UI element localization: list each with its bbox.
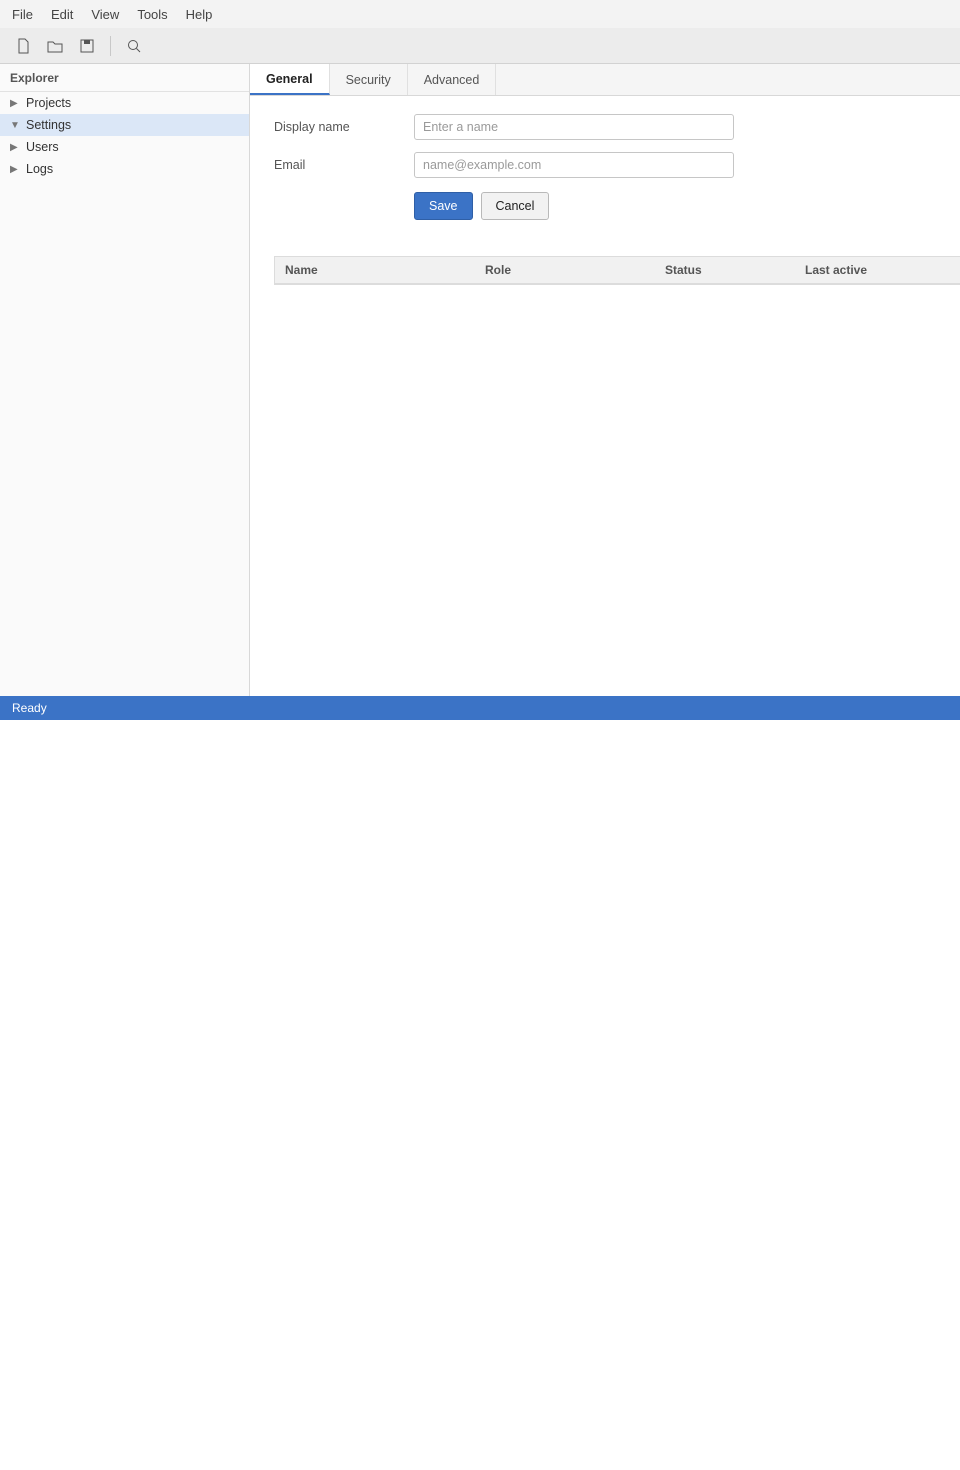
tab-advanced[interactable]: Advanced bbox=[408, 64, 497, 95]
tab-general[interactable]: General bbox=[250, 64, 330, 95]
tree-item-label: Logs bbox=[26, 162, 54, 176]
tree-item-logs[interactable] bbox=[0, 158, 249, 180]
search-icon bbox=[126, 38, 142, 54]
left-pane bbox=[0, 64, 250, 720]
open-button[interactable] bbox=[42, 34, 68, 58]
tab-bar bbox=[250, 64, 960, 96]
tree-item-projects[interactable] bbox=[0, 92, 249, 114]
chevron-right-icon: ▶ bbox=[10, 141, 18, 153]
save-button[interactable]: Save bbox=[414, 192, 473, 220]
form-actions bbox=[274, 192, 960, 220]
save-toolbar-button[interactable] bbox=[74, 34, 100, 58]
main-panel bbox=[250, 64, 960, 720]
menu-view[interactable]: View bbox=[91, 6, 120, 22]
form-row bbox=[274, 152, 960, 178]
column-header[interactable]: Name bbox=[285, 263, 318, 277]
toolbar-separator bbox=[110, 36, 111, 56]
toolbar bbox=[0, 28, 960, 64]
display-name-input[interactable] bbox=[414, 114, 734, 140]
column-header[interactable]: Status bbox=[665, 263, 702, 277]
menu-bar bbox=[0, 0, 960, 28]
tree-item-users[interactable] bbox=[0, 136, 249, 158]
chevron-right-icon: ▶ bbox=[10, 163, 18, 175]
folder-icon bbox=[47, 38, 63, 54]
new-file-icon bbox=[15, 38, 31, 54]
status-bar bbox=[0, 696, 960, 720]
column-header[interactable]: Last active bbox=[805, 263, 868, 277]
settings-form bbox=[250, 96, 960, 238]
cancel-button[interactable]: Cancel bbox=[481, 192, 550, 220]
new-button[interactable] bbox=[10, 34, 36, 58]
menu-edit[interactable]: Edit bbox=[50, 6, 74, 22]
search-button[interactable] bbox=[121, 34, 147, 58]
email-input[interactable] bbox=[414, 152, 734, 178]
chevron-right-icon: ▶ bbox=[10, 97, 18, 109]
tree-item-label: Settings bbox=[26, 118, 72, 132]
pane-title: Explorer bbox=[0, 64, 249, 92]
column-header[interactable]: Role bbox=[485, 263, 512, 277]
menu-file[interactable]: File bbox=[12, 6, 33, 22]
tree-item-settings[interactable] bbox=[0, 114, 249, 136]
save-icon bbox=[79, 38, 95, 54]
form-row bbox=[274, 114, 960, 140]
tree-item-label: Projects bbox=[26, 96, 72, 110]
status-text: Ready bbox=[12, 701, 47, 715]
email-label: Email bbox=[274, 158, 306, 172]
chevron-down-icon: ▼ bbox=[10, 119, 20, 131]
users-table bbox=[274, 256, 960, 285]
table-header bbox=[275, 257, 960, 284]
tree-item-label: Users bbox=[26, 140, 59, 154]
tab-security[interactable]: Security bbox=[330, 64, 408, 95]
menu-help[interactable]: Help bbox=[185, 6, 213, 22]
menu-tools[interactable]: Tools bbox=[137, 6, 168, 22]
display-name-label: Display name bbox=[274, 120, 350, 134]
